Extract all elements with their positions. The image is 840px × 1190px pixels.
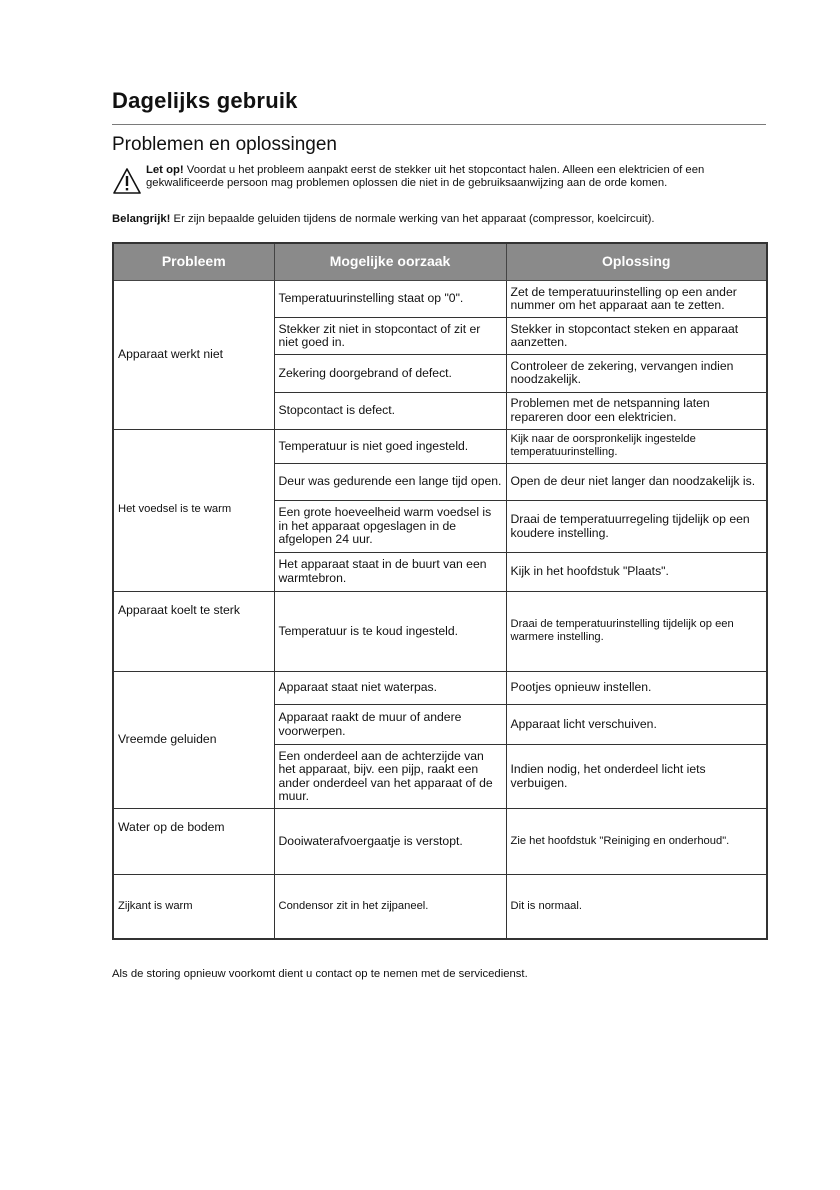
page-title: Dagelijks gebruik (112, 88, 298, 113)
troubleshooting-table (112, 242, 768, 940)
cause-cell: Deur was gedurende een lange tijd open. (274, 463, 506, 500)
cause-cell: Temperatuur is niet goed ingesteld. (274, 429, 506, 463)
solution-cell: Kijk in het hoofdstuk "Plaats". (506, 553, 767, 591)
warning-text (146, 164, 766, 191)
cause-cell: Apparaat staat niet waterpas. (274, 671, 506, 704)
problem-cell: Apparaat werkt niet (113, 281, 274, 430)
table-row (113, 875, 767, 939)
solution-cell: Stekker in stopcontact steken en apparaat aanzetten. (506, 318, 767, 355)
problem-cell: Zijkant is warm (113, 875, 274, 939)
solution-cell: Zie het hoofdstuk "Reiniging en onderhoud". (506, 808, 767, 874)
solution-cell: Zet de temperatuurinstelling op een ander nummer om het apparaat aan te zetten. (506, 281, 767, 318)
important-note (112, 212, 772, 226)
cause-cell: Een grote hoeveelheid warm voedsel is in het apparaat opgeslagen in de afgelopen 24 uur. (274, 501, 506, 553)
cause-cell: Temperatuurinstelling staat op "0". (274, 281, 506, 318)
warning-notice (112, 164, 766, 195)
cause-cell: Dooiwaterafvoergaatje is verstopt. (274, 808, 506, 874)
problem-cell: Apparaat koelt te sterk (113, 591, 274, 671)
cause-cell: Het apparaat staat in de buurt van een warmtebron. (274, 553, 506, 591)
important-body: Er zijn bepaalde geluiden tijdens de normale werking van het apparaat (compressor, koelcircuit). (170, 213, 655, 225)
solution-cell: Draai de temperatuurregeling tijdelijk op een koudere instelling. (506, 501, 767, 553)
solution-cell: Pootjes opnieuw instellen. (506, 671, 767, 704)
cause-cell: Condensor zit in het zijpaneel. (274, 875, 506, 939)
problem-cell: Het voedsel is te warm (113, 429, 274, 591)
table-row (113, 808, 767, 874)
table-row (113, 429, 767, 463)
footer-note: Als de storing opnieuw voorkomt dient u contact op te nemen met de servicedienst. (112, 968, 528, 980)
table-row (113, 671, 767, 704)
solution-cell: Open de deur niet langer dan noodzakelijk is. (506, 463, 767, 500)
problem-cell: Vreemde geluiden (113, 671, 274, 808)
cause-cell: Stopcontact is defect. (274, 392, 506, 429)
table-header-row (113, 243, 767, 281)
header-problem: Probleem (113, 243, 274, 281)
table-row (113, 281, 767, 318)
cause-cell: Een onderdeel aan de achterzijde van het apparaat, bijv. een pijp, raakt een ander onderdeel van het apparaat of de muur. (274, 745, 506, 808)
solution-cell: Apparaat licht verschuiven. (506, 705, 767, 745)
solution-cell: Draai de temperatuurinstelling tijdelijk op een warmere instelling. (506, 591, 767, 671)
cause-cell: Stekker zit niet in stopcontact of zit er niet goed in. (274, 318, 506, 355)
warning-body: Voordat u het probleem aanpakt eerst de stekker uit het stopcontact halen. Alleen een elektricien of een gekwalificeerde persoon mag problemen oplossen die niet in de gebruiksaanwijzing aan de orde komen. (146, 164, 705, 190)
solution-cell: Dit is normaal. (506, 875, 767, 939)
problem-cell: Water op de bodem (113, 808, 274, 874)
warning-triangle-icon (112, 167, 142, 195)
solution-cell: Controleer de zekering, vervangen indien noodzakelijk. (506, 355, 767, 392)
solution-cell: Indien nodig, het onderdeel licht iets verbuigen. (506, 745, 767, 808)
important-label: Belangrijk! (112, 213, 171, 225)
header-solution: Oplossing (506, 243, 767, 281)
title-divider (112, 124, 766, 125)
warning-label: Let op! (146, 164, 184, 176)
section-title: Problemen en oplossingen (112, 134, 337, 155)
cause-cell: Temperatuur is te koud ingesteld. (274, 591, 506, 671)
header-cause: Mogelijke oorzaak (274, 243, 506, 281)
cause-cell: Zekering doorgebrand of defect. (274, 355, 506, 392)
solution-cell: Problemen met de netspanning laten repareren door een elektricien. (506, 392, 767, 429)
solution-cell: Kijk naar de oorspronkelijk ingestelde temperatuurinstelling. (506, 429, 767, 463)
table-row (113, 591, 767, 671)
cause-cell: Apparaat raakt de muur of andere voorwerpen. (274, 705, 506, 745)
